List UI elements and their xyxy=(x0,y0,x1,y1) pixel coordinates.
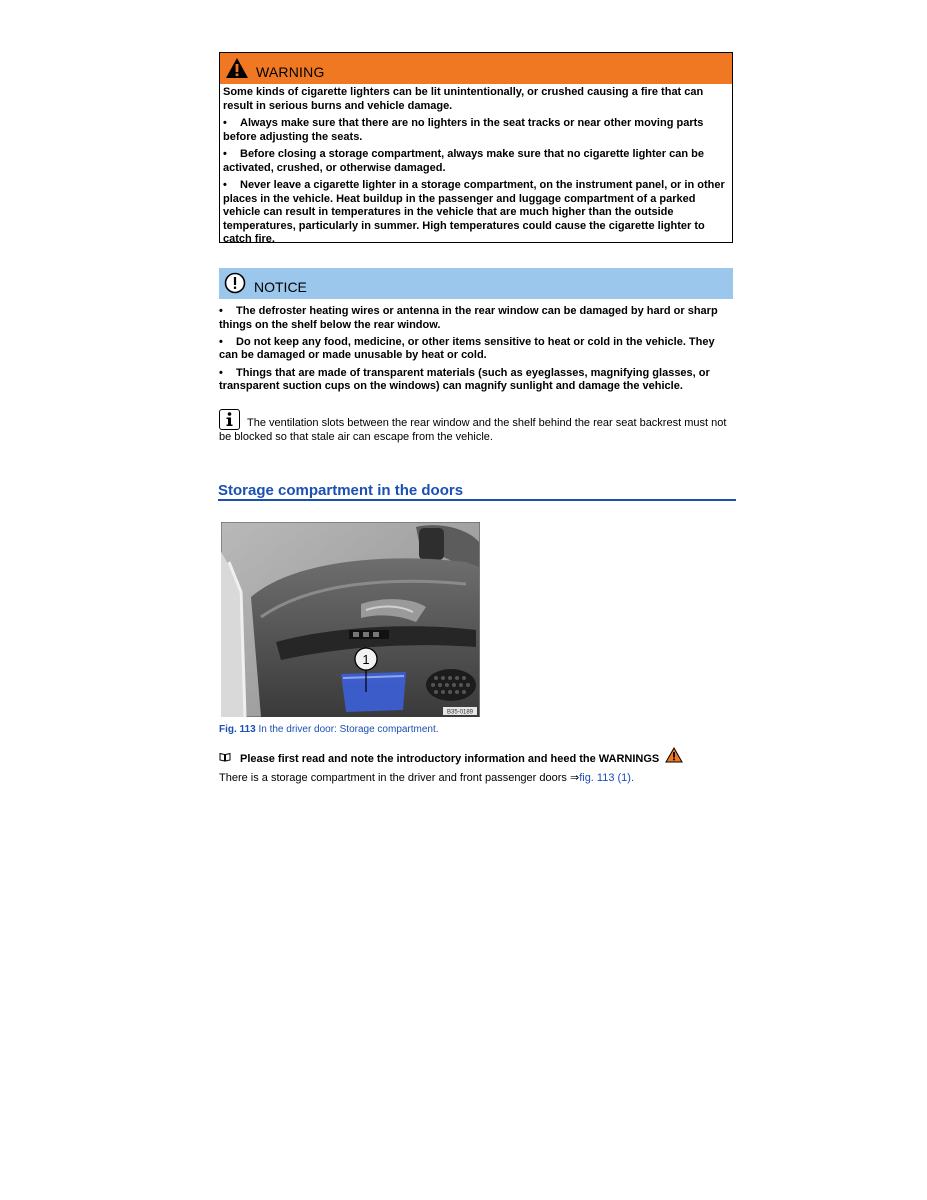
notice-item: • The defroster heating wires or antenna in the rear window can be damaged by hard or sharp things on the shelf below the rear window. xyxy=(219,305,718,331)
figure-code: B35-0189 xyxy=(446,709,474,716)
read-first-line: Please first read and note the introductory information and heed the WARNINGS xyxy=(219,747,683,765)
body-text: There is a storage compartment in the driver and front passenger doors ⇒fig. 113 (1). xyxy=(219,772,635,784)
notice-body xyxy=(219,305,735,397)
warning-item: • Always make sure that there are no lighters in the seat tracks or near other moving parts before adjusting the seats. xyxy=(223,116,704,143)
figure-link[interactable]: fig. 113 (1) xyxy=(579,772,631,784)
warning-item: • Never leave a cigarette lighter in a storage compartment, on the instrument panel, or in other places in the vehicle. Heat buildup in the passenger and luggage compartment of a parked vehicle can result in temperatures in the vehicle that are much higher than the outside temperatures, particularly in summer. High temperatures could cause the cigarette lighter to catch fire. xyxy=(223,178,725,246)
warning-intro: Some kinds of cigarette lighters can be lit unintentionally, or crushed causing a fire that can result in serious burns and vehicle damage. xyxy=(223,86,704,112)
warning-item: • Before closing a storage compartment, always make sure that no cigarette lighter can be activated, crushed, or otherwise damaged. xyxy=(223,147,704,174)
warning-box xyxy=(219,52,733,246)
figure-caption: Fig. 113 In the driver door: Storage compartment. xyxy=(219,724,439,735)
warning-triangle-icon xyxy=(665,747,683,763)
section-title: Storage compartment in the doors xyxy=(218,482,464,499)
notice-item: • Do not keep any food, medicine, or other items sensitive to heat or cold in the vehicle. They can be damaged or made unusable by heat or cold. xyxy=(219,335,715,362)
exclamation-circle-icon xyxy=(224,272,246,294)
notice-header xyxy=(219,268,733,299)
notice-item: • Things that are made of transparent materials (such as eyeglasses, magnifying glasses, or transparent suction cups on the windows) can magnify sunlight and damage the vehicle. xyxy=(219,366,710,393)
door-interior-image xyxy=(221,522,480,717)
door-storage-figure xyxy=(221,522,480,717)
warning-header xyxy=(220,53,732,84)
warning-body xyxy=(223,86,729,251)
notice-title: NOTICE xyxy=(254,279,307,295)
book-icon xyxy=(219,752,231,765)
warning-triangle-icon xyxy=(225,57,249,79)
section-divider xyxy=(218,499,736,501)
figure-callout: 1 xyxy=(362,652,370,667)
warning-title: WARNING xyxy=(256,64,325,80)
info-note-text: The ventilation slots between the rear window and the shelf behind the rear seat backrest must not be blocked so that stale air can escape from the vehicle. xyxy=(219,417,727,443)
